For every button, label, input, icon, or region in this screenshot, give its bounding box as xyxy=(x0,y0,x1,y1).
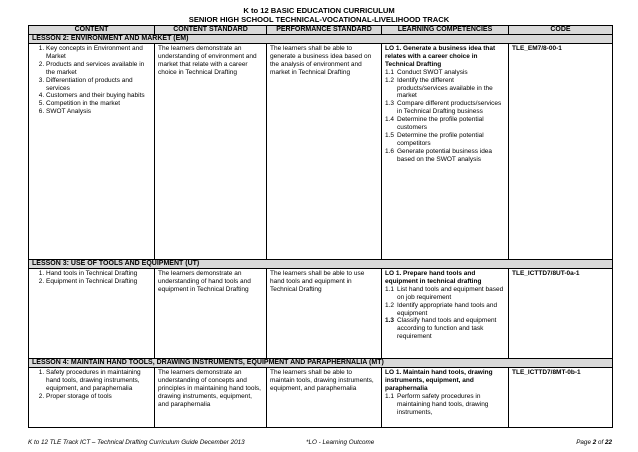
competency-text: Generate potential business idea based on the SWOT analysis xyxy=(397,147,493,163)
lesson-title: LESSON 2: ENVIRONMENT AND MARKET (EM) xyxy=(29,35,613,44)
lesson-row xyxy=(29,359,613,368)
competency-item xyxy=(385,317,505,341)
competency-number: 1.2 xyxy=(385,301,395,309)
competency-number: 1.2 xyxy=(385,76,395,84)
code-cell: TLE_ICTTD7/8MT-0b-1 xyxy=(509,368,613,428)
competency-number: 1.3 xyxy=(385,317,395,325)
competency-text: Determine the profile potential competitors xyxy=(397,131,484,147)
content-standard-cell: The learners demonstrate an understanding of concepts and principles in maintaining hand tools, drawing instruments, equipment, and paraphernalia xyxy=(155,368,267,428)
competency-item xyxy=(385,393,505,417)
page-current: 2 xyxy=(592,439,597,446)
list-item: 1. Safety procedures in maintaining hand tools, drawing instruments, equipment, and paraphernalia xyxy=(46,369,151,393)
competency-item xyxy=(385,302,505,318)
performance-standard-cell: The learners shall be able to maintain tools, drawing instruments, equipment, and paraphernalia xyxy=(267,368,382,428)
list-item: 1. Hand tools in Technical Drafting xyxy=(46,270,151,278)
column-header-performance-standard: PERFORMANCE STANDARD xyxy=(267,26,382,35)
learning-outcome-title: LO 1. Generate a business idea that relates with a career choice in Technical Drafting xyxy=(385,45,496,68)
competency-item xyxy=(385,69,505,77)
competency-number: 1.1 xyxy=(385,68,395,76)
lesson-row xyxy=(29,260,613,269)
column-header-learning-competencies: LEARNING COMPETENCIES xyxy=(382,26,509,35)
table-row xyxy=(29,368,613,428)
page-footer xyxy=(28,438,612,448)
competencies-cell xyxy=(382,44,509,260)
competency-number: 1.1 xyxy=(385,392,395,400)
table-row xyxy=(29,44,613,260)
list-item: 1. Key concepts in Environment and Market xyxy=(46,45,151,61)
lesson-row xyxy=(29,35,613,44)
page-number xyxy=(576,438,612,448)
column-header-code: CODE xyxy=(509,26,613,35)
competency-number: 1.6 xyxy=(385,147,395,155)
competency-number: 1.3 xyxy=(385,100,395,108)
footer-document-name: K to 12 TLE Track ICT – Technical Drafting Curriculum Guide December 2013 xyxy=(28,439,245,446)
competency-text: Conduct SWOT analysis xyxy=(397,68,468,76)
learning-outcome-title: LO 1. Prepare hand tools and equipment in technical drafting xyxy=(385,270,482,285)
learning-outcome-title: LO 1. Maintain hand tools, drawing instruments, equipment, and paraphernalia xyxy=(385,369,493,392)
list-item: 2. Products and services available in the market xyxy=(46,61,151,77)
table-header-row xyxy=(29,26,613,35)
performance-standard-cell: The learners shall be able to generate a business idea based on the analysis of environment and market in Technical Drafting xyxy=(267,44,382,260)
competency-text: Identify appropriate hand tools and equipment xyxy=(397,301,498,317)
competency-text: Identify the different products/services available in the market xyxy=(397,76,493,100)
competencies-cell xyxy=(382,368,509,428)
curriculum-table xyxy=(28,25,613,428)
competency-item xyxy=(385,132,505,148)
competency-number: 1.4 xyxy=(385,116,395,124)
competency-item xyxy=(385,116,505,132)
content-cell xyxy=(29,368,155,428)
table-row xyxy=(29,269,613,359)
competency-text: List hand tools and equipment based on job requirement xyxy=(397,285,504,301)
list-item: 5. Competition in the market xyxy=(46,100,151,108)
competencies-cell xyxy=(382,269,509,359)
column-header-content: CONTENT xyxy=(29,26,155,35)
competency-item xyxy=(385,286,505,302)
footer-note: *LO - Learning Outcome xyxy=(306,439,375,446)
competency-text: Classify hand tools and equipment according to function and task requirement xyxy=(397,317,497,341)
list-item: 2. Equipment in Technical Drafting xyxy=(46,278,151,286)
content-cell xyxy=(29,269,155,359)
document-title: K to 12 BASIC EDUCATION CURRICULUM xyxy=(243,6,395,15)
competency-item xyxy=(385,100,505,116)
content-standard-cell: The learners demonstrate an understanding of hand tools and equipment in Technical Drafting xyxy=(155,269,267,359)
list-item: 3. Differentiation of products and services xyxy=(46,77,151,93)
competency-text: Compare different products/services in Technical Drafting business xyxy=(397,100,502,116)
competency-text: Determine the profile potential customers xyxy=(397,116,484,132)
list-item: 6. SWOT Analysis xyxy=(46,108,151,116)
competency-number: 1.5 xyxy=(385,131,395,139)
page-of: of xyxy=(597,439,604,446)
page-total: 22 xyxy=(604,439,612,446)
column-header-content-standard: CONTENT STANDARD xyxy=(155,26,267,35)
page-prefix: Page xyxy=(576,439,591,446)
code-cell: TLE_ICTTD7/8UT-0a-1 xyxy=(509,269,613,359)
content-standard-cell: The learners demonstrate an understanding of environment and market that relate with a career choice in Technical Drafting xyxy=(155,44,267,260)
competency-text: Perform safety procedures in maintaining hand tools, drawing instruments, xyxy=(397,392,489,416)
competency-item xyxy=(385,148,505,164)
list-item: 4. Customers and their buying habits xyxy=(46,92,151,100)
code-cell: TLE_EM7/8-00-1 xyxy=(509,44,613,260)
document-subtitle: SENIOR HIGH SCHOOL TECHNICAL-VOCATIONAL-LIVELIHOOD TRACK xyxy=(188,15,450,24)
list-item: 2. Proper storage of tools xyxy=(46,393,151,401)
content-cell xyxy=(29,44,155,260)
lesson-title: LESSON 3: USE OF TOOLS AND EQUIPMENT (UT) xyxy=(29,260,613,269)
performance-standard-cell: The learners shall be able to use hand tools and equipment in Technical Drafting xyxy=(267,269,382,359)
lesson-title: LESSON 4: MAINTAIN HAND TOOLS, DRAWING INSTRUMENTS, EQUIPMENT AND PARAPHERNALIA (MT) xyxy=(29,359,613,368)
competency-item xyxy=(385,77,505,101)
competency-number: 1.1 xyxy=(385,285,395,293)
